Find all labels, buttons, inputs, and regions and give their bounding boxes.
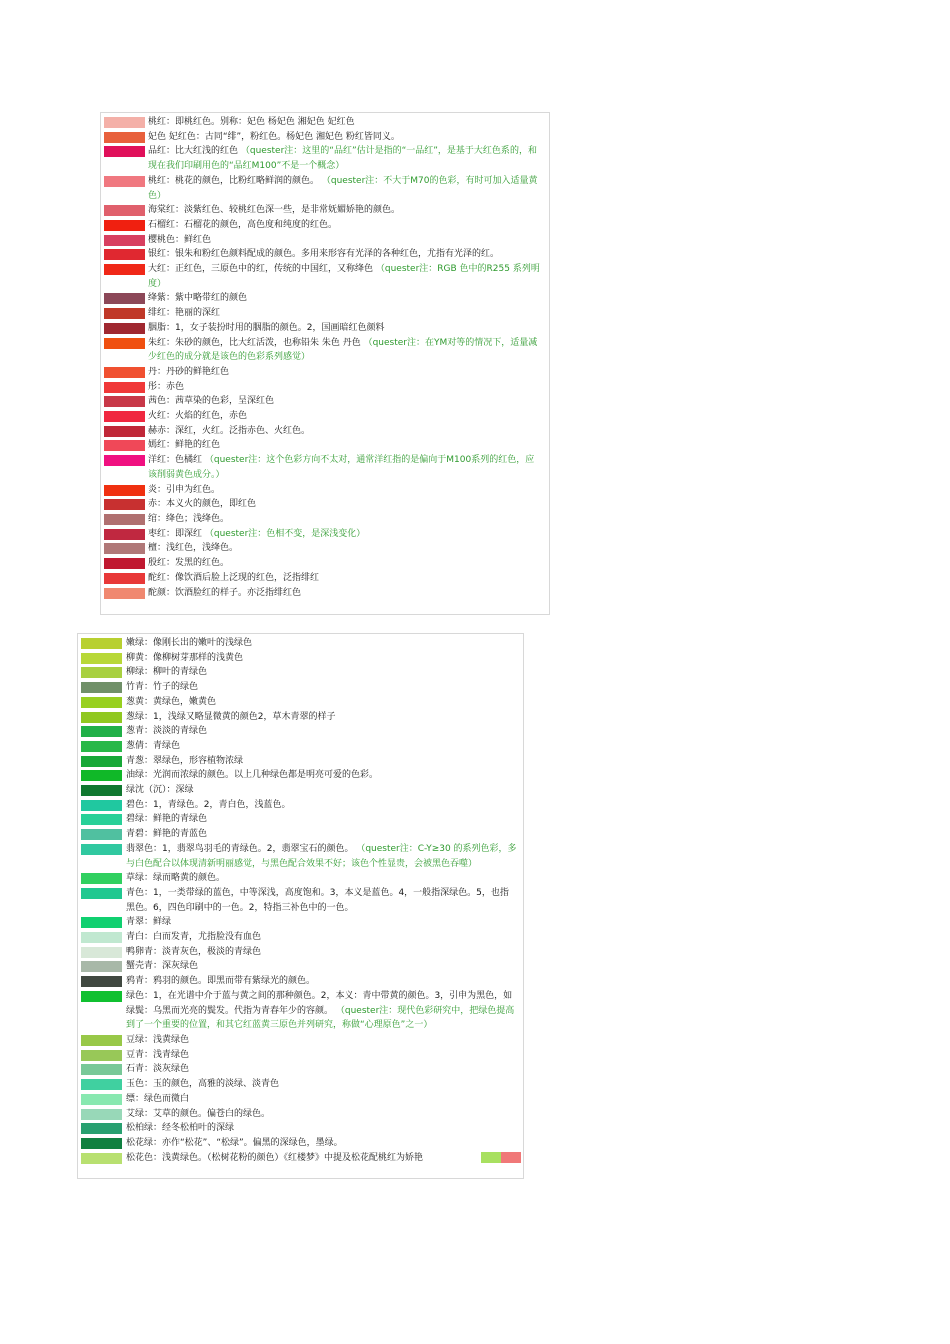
color-entry bbox=[101, 144, 549, 173]
color-entry bbox=[78, 1136, 523, 1151]
color-entry bbox=[78, 1077, 523, 1092]
quester-note: （quester注：现代色彩研究中，把绿色提高到了一个重要的位置，和其它红蓝黄三原色并列研究，称做“心理原色”之一） bbox=[126, 1005, 515, 1031]
color-description: 大红：正红色，三原色中的红，传统的中国红，又称绛色 bbox=[148, 264, 374, 275]
combo-swatch bbox=[481, 1152, 501, 1163]
color-swatch bbox=[81, 653, 122, 664]
color-description: 绯红：艳丽的深红 bbox=[148, 308, 221, 319]
color-swatch bbox=[104, 323, 145, 334]
color-swatch bbox=[81, 814, 122, 825]
color-swatch bbox=[81, 1138, 122, 1149]
color-description: 酡颜：饮酒脸红的样子。亦泛指绯红色 bbox=[148, 587, 302, 598]
color-description: 茜色：茜草染的色彩，呈深红色 bbox=[148, 396, 275, 407]
color-swatch bbox=[81, 961, 122, 972]
color-description: 胭脂：1，女子装扮时用的胭脂的颜色。2，国画暗红色颜料 bbox=[148, 322, 385, 333]
color-swatch bbox=[81, 726, 122, 737]
color-entry bbox=[101, 247, 549, 262]
color-entry bbox=[78, 1107, 523, 1122]
color-entry bbox=[78, 1121, 523, 1136]
color-description: 竹青：竹子的绿色 bbox=[126, 682, 199, 693]
color-swatch bbox=[104, 205, 145, 216]
color-swatch bbox=[104, 132, 145, 143]
color-entry bbox=[101, 306, 549, 321]
color-entry bbox=[78, 724, 523, 739]
color-entry bbox=[78, 1092, 523, 1107]
color-swatch bbox=[104, 558, 145, 569]
color-swatch bbox=[104, 264, 145, 275]
color-entry bbox=[78, 915, 523, 930]
color-description: 绿色：1，在光谱中介于蓝与黄之间的那种颜色。2，本义：青中带黄的颜色。3，引申为黑色，如绿鬓：乌黑而光亮的鬓发。代指为青春年少的容颜。 bbox=[126, 990, 513, 1016]
color-description: 青葱：翠绿色，形容植物浓绿 bbox=[126, 755, 244, 766]
color-description: 枣红：即深红 bbox=[148, 528, 203, 539]
color-description: 玉色：玉的颜色，高雅的淡绿、淡青色 bbox=[126, 1079, 280, 1090]
color-entry bbox=[78, 680, 523, 695]
combo-swatch bbox=[501, 1152, 521, 1163]
color-description: 鸦青：鸦羽的颜色。即黑而带有紫绿光的颜色。 bbox=[126, 976, 316, 987]
color-entry bbox=[101, 527, 549, 542]
color-swatch bbox=[104, 220, 145, 231]
color-entry bbox=[101, 483, 549, 498]
color-swatch bbox=[104, 249, 145, 260]
color-swatch bbox=[104, 529, 145, 540]
color-entry bbox=[101, 453, 549, 482]
color-entry bbox=[78, 1033, 523, 1048]
quester-note: （quester注：这里的“品红”估计是指的“一品红”，是基于大红色系的，和现在我们印刷用色的“品红M100”不是一个概念） bbox=[148, 146, 537, 172]
color-description: 檀：浅红色，浅绛色。 bbox=[148, 543, 239, 554]
color-description: 柳黄：像柳树芽那样的浅黄色 bbox=[126, 652, 244, 663]
color-entry bbox=[101, 130, 549, 145]
quester-note: （quester注：色相不变，是深浅变化） bbox=[202, 528, 366, 539]
color-description: 桃红：即桃红色。别称：妃色 杨妃色 湘妃色 妃红色 bbox=[148, 117, 355, 127]
color-swatch bbox=[81, 1050, 122, 1061]
color-description: 石青：淡灰绿色 bbox=[126, 1064, 190, 1075]
color-swatch bbox=[104, 235, 145, 246]
color-description: 松柏绿：经冬松柏叶的深绿 bbox=[126, 1123, 235, 1134]
color-description: 朱红：朱砂的颜色，比大红活泼，也称铅朱 朱色 丹色 bbox=[148, 337, 361, 348]
color-description: 绛紫：紫中略带红的颜色 bbox=[148, 293, 248, 304]
color-entry bbox=[78, 930, 523, 945]
color-swatch bbox=[81, 873, 122, 884]
color-entry bbox=[78, 1151, 523, 1166]
color-description: 彤：赤色 bbox=[148, 381, 185, 392]
color-entry bbox=[78, 871, 523, 886]
color-description: 嫩绿：像刚长出的嫩叶的浅绿色 bbox=[126, 638, 253, 648]
color-description: 酡红：像饮酒后脸上泛现的红色，泛指绯红 bbox=[148, 572, 320, 583]
color-description: 火红：火焰的红色，赤色 bbox=[148, 411, 248, 422]
color-entry bbox=[78, 798, 523, 813]
color-entry bbox=[78, 768, 523, 783]
color-swatch bbox=[81, 770, 122, 781]
color-description: 豆青：浅青绿色 bbox=[126, 1049, 190, 1060]
color-entry bbox=[101, 409, 549, 424]
color-description: 妃色 妃红色：古同“绯”，粉红色。杨妃色 湘妃色 粉红皆同义。 bbox=[148, 131, 400, 142]
color-swatch bbox=[104, 440, 145, 451]
color-entry bbox=[101, 174, 549, 203]
color-swatch bbox=[81, 741, 122, 752]
color-entry bbox=[78, 1048, 523, 1063]
color-description: 草绿：绿而略黄的颜色。 bbox=[126, 873, 226, 884]
color-description: 柳绿：柳叶的青绿色 bbox=[126, 667, 208, 678]
color-description: 油绿：光润而浓绿的颜色。以上几种绿色都是明亮可爱的色彩。 bbox=[126, 770, 379, 781]
color-swatch bbox=[104, 367, 145, 378]
quester-note: （quester注：C-Y≥30 的系列色彩，多与白色配合以体现清新明丽感觉，与黑色配合效果不好；该色个性显贵，会被黑色吞噬） bbox=[126, 843, 517, 869]
color-entry bbox=[78, 827, 523, 842]
color-entry bbox=[101, 380, 549, 395]
color-entry bbox=[101, 497, 549, 512]
color-swatch bbox=[104, 514, 145, 525]
color-description: 松花色：浅黄绿色。（松树花粉的颜色）《红楼梦》中提及松花配桃红为娇艳 bbox=[126, 1152, 424, 1163]
color-swatch bbox=[104, 573, 145, 584]
color-description: 赫赤：深红，火红。泛指赤色、火红色。 bbox=[148, 425, 311, 436]
color-swatch bbox=[81, 800, 122, 811]
color-description: 碧绿：鲜艳的青绿色 bbox=[126, 814, 208, 825]
color-swatch bbox=[81, 888, 122, 899]
color-description: 碧色：1，青绿色。2，青白色，浅蓝色。 bbox=[126, 799, 291, 810]
color-description: 嫣红：鲜艳的红色 bbox=[148, 440, 221, 451]
color-entry bbox=[101, 262, 549, 291]
color-entry bbox=[101, 556, 549, 571]
quester-note: （quester注：这个色彩方向不太对，通常洋红指的是偏向于M100系列的红色，应该削弱黄色成分。） bbox=[148, 455, 535, 480]
color-swatch bbox=[81, 1094, 122, 1105]
color-description: 葱黄：黄绿色，嫩黄色 bbox=[126, 696, 217, 707]
color-entry bbox=[78, 1062, 523, 1077]
color-swatch bbox=[81, 1064, 122, 1075]
color-description: 缥：绿色而微白 bbox=[126, 1093, 190, 1104]
color-swatch bbox=[81, 976, 122, 987]
color-swatch bbox=[81, 697, 122, 708]
color-entry bbox=[101, 291, 549, 306]
color-entry bbox=[78, 989, 523, 1033]
color-swatch bbox=[81, 1035, 122, 1046]
color-entry bbox=[78, 636, 523, 651]
color-description: 品红：比大红浅的红色 bbox=[148, 146, 239, 157]
color-description: 丹：丹砂的鲜艳红色 bbox=[148, 366, 230, 377]
color-entry bbox=[101, 438, 549, 453]
color-entry bbox=[101, 365, 549, 380]
color-entry bbox=[101, 115, 549, 130]
color-description: 豆绿：浅黄绿色 bbox=[126, 1034, 190, 1045]
color-entry bbox=[78, 959, 523, 974]
color-entry bbox=[78, 739, 523, 754]
color-swatch bbox=[81, 682, 122, 693]
color-entry bbox=[78, 783, 523, 798]
color-entry bbox=[101, 541, 549, 556]
color-description: 洋红：色橘红 bbox=[148, 455, 203, 466]
color-entry bbox=[101, 571, 549, 586]
color-swatch bbox=[104, 176, 145, 187]
color-entry bbox=[101, 424, 549, 439]
color-entry bbox=[101, 218, 549, 233]
color-swatch bbox=[81, 917, 122, 928]
red-color-panel bbox=[100, 112, 550, 615]
color-swatch bbox=[81, 756, 122, 767]
color-entry bbox=[101, 512, 549, 527]
color-entry bbox=[101, 586, 549, 601]
color-swatch bbox=[104, 426, 145, 437]
color-description: 艾绿：艾草的颜色。偏苍白的绿色。 bbox=[126, 1108, 271, 1119]
color-entry bbox=[101, 321, 549, 336]
color-swatch bbox=[104, 293, 145, 304]
color-description: 桃红：桃花的颜色，比粉红略鲜润的颜色。 bbox=[148, 175, 320, 186]
color-swatch bbox=[104, 485, 145, 496]
color-swatch bbox=[81, 829, 122, 840]
color-description: 绾：绛色；浅绛色。 bbox=[148, 513, 230, 524]
color-description: 殷红：发黑的红色。 bbox=[148, 558, 230, 569]
color-swatch bbox=[104, 588, 145, 599]
color-description: 蟹壳青：深灰绿色 bbox=[126, 961, 199, 972]
color-description: 鸭卵青：淡青灰色，极淡的青绿色 bbox=[126, 946, 262, 957]
color-entry bbox=[101, 394, 549, 409]
quester-note: （quester注：RGB 色中的R255 系列明度） bbox=[148, 264, 540, 289]
color-entry bbox=[78, 710, 523, 725]
color-entry bbox=[101, 233, 549, 248]
color-description: 松花绿：亦作“松花”、“松绿”。偏黑的深绿色，墨绿。 bbox=[126, 1137, 343, 1148]
color-description: 葱绿：1，浅绿又略显微黄的颜色2，草木青翠的样子 bbox=[126, 711, 336, 722]
color-description: 青碧：鲜艳的青蓝色 bbox=[126, 829, 208, 840]
color-swatch bbox=[104, 382, 145, 393]
color-swatch bbox=[104, 396, 145, 407]
quester-note: （quester注：在YM对等的情况下，适量减少红色的成分就是该色的色彩系列感觉） bbox=[148, 337, 538, 363]
color-description: 赤：本义火的颜色，即红色 bbox=[148, 499, 257, 510]
color-swatch bbox=[81, 1109, 122, 1120]
color-swatch bbox=[81, 785, 122, 796]
color-description: 银红：银朱和粉红色颜料配成的颜色。多用来形容有光泽的各种红色，尤指有光泽的红。 bbox=[148, 249, 500, 260]
green-color-panel bbox=[77, 633, 524, 1179]
color-entry bbox=[78, 886, 523, 915]
color-swatch bbox=[104, 308, 145, 319]
color-entry bbox=[78, 665, 523, 680]
quester-note: （quester注：不大于M70的色彩，有时可加入适量黄色） bbox=[148, 175, 538, 201]
color-swatch bbox=[81, 1153, 122, 1164]
color-swatch bbox=[81, 667, 122, 678]
color-description: 炎：引申为红色。 bbox=[148, 484, 221, 495]
color-swatch bbox=[104, 499, 145, 510]
color-swatch bbox=[104, 455, 145, 466]
color-swatch bbox=[104, 411, 145, 422]
color-swatch bbox=[104, 543, 145, 554]
color-entry bbox=[78, 754, 523, 769]
color-description: 葱倩：青绿色 bbox=[126, 740, 181, 751]
color-description: 葱青：淡淡的青绿色 bbox=[126, 726, 208, 737]
color-swatch bbox=[104, 146, 145, 157]
color-swatch bbox=[81, 991, 122, 1002]
color-entry bbox=[101, 203, 549, 218]
color-entry bbox=[78, 812, 523, 827]
color-swatch bbox=[81, 947, 122, 958]
color-entry bbox=[78, 842, 523, 871]
color-combination-swatch bbox=[481, 1152, 521, 1163]
color-description: 青白：白而发青，尤指脸没有血色 bbox=[126, 932, 262, 943]
color-swatch bbox=[81, 712, 122, 723]
color-swatch bbox=[81, 844, 122, 855]
color-swatch bbox=[104, 338, 145, 349]
color-description: 绿沈（沉）：深绿 bbox=[126, 785, 194, 796]
color-entry bbox=[78, 974, 523, 989]
color-description: 樱桃色：鲜红色 bbox=[148, 234, 212, 245]
color-description: 青色：1，一类带绿的蓝色，中等深浅，高度饱和。3，本义是蓝色。4，一般指深绿色。5，也指黑色。6，四色印刷中的一色。2，特指三补色中的一色。 bbox=[126, 887, 509, 913]
color-entry bbox=[101, 336, 549, 365]
color-entry bbox=[78, 651, 523, 666]
color-swatch bbox=[81, 638, 122, 649]
color-swatch bbox=[81, 1123, 122, 1134]
color-description: 海棠红：淡紫红色、较桃红色深一些，是非常妩媚娇艳的颜色。 bbox=[148, 205, 401, 216]
color-entry bbox=[78, 945, 523, 960]
color-description: 石榴红：石榴花的颜色，高色度和纯度的红色。 bbox=[148, 219, 338, 230]
color-description: 翡翠色：1，翡翠鸟羽毛的青绿色。2，翡翠宝石的颜色。 bbox=[126, 843, 354, 854]
color-entry bbox=[78, 695, 523, 710]
color-swatch bbox=[81, 932, 122, 943]
color-swatch bbox=[81, 1079, 122, 1090]
color-description: 青翠：鲜绿 bbox=[126, 917, 172, 928]
color-swatch bbox=[104, 117, 145, 128]
